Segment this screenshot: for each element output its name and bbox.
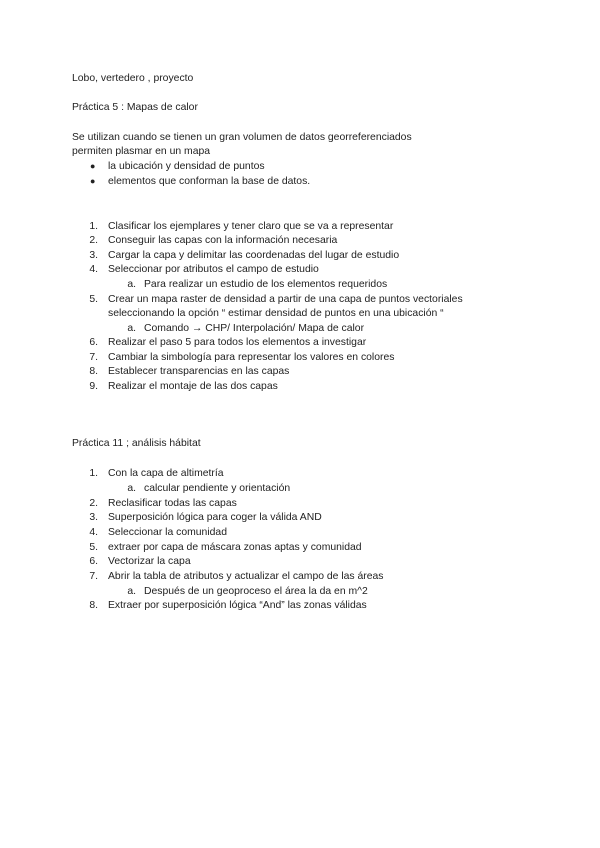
section1-title: Práctica 5 : Mapas de calor [72,102,198,113]
step-number: 8. [89,366,98,377]
step-number: 4. [89,527,98,538]
bullet-item: elementos que conforman la base de datos. [108,176,311,187]
step-number: 3. [89,250,98,261]
step-text: Establecer transparencias en las capas [108,366,290,377]
step-number: 2. [89,498,98,509]
step-text: Con la capa de altimetría [108,468,224,479]
step-number: 8. [89,600,98,611]
substep-text: Para realizar un estudio de los elementos requeridos [144,279,388,290]
step-text: Superposición lógica para coger la válida AND [108,512,322,523]
step-number: 1. [89,221,98,232]
step-text: Realizar el montaje de las dos capas [108,381,278,392]
step-number: 6. [89,556,98,567]
step-text: Reclasificar todas las capas [108,498,237,509]
section1-intro-line2: permiten plasmar en un mapa [72,146,211,157]
step-number: 1. [89,468,98,479]
step-text: Cargar la capa y delimitar las coordenadas del lugar de estudio [108,250,400,261]
step-text: Vectorizar la capa [108,556,191,567]
step-text: Extraer por superposición lógica “And” las zonas válidas [108,600,367,611]
step-text-continuation: seleccionando la opción “ estimar densidad de puntos en una ubicación “ [108,308,444,319]
step-number: 5. [89,542,98,553]
bullet-icon: ● [90,161,96,171]
substep-text: calcular pendiente y orientación [144,483,291,494]
substep-letter: a. [127,483,136,494]
step-text: Seleccionar por atributos el campo de estudio [108,264,319,275]
step-text: Abrir la tabla de atributos y actualizar el campo de las áreas [108,571,384,582]
step-text: Conseguir las capas con la información necesaria [108,235,338,246]
step-number: 6. [89,337,98,348]
section1-intro-line1: Se utilizan cuando se tienen un gran volumen de datos georreferenciados [72,132,412,143]
bullet-item: la ubicación y densidad de puntos [108,161,265,172]
step-number: 9. [89,381,98,392]
step-number: 3. [89,512,98,523]
substep-letter: a. [127,586,136,597]
header-line: Lobo, vertedero , proyecto [72,73,194,84]
substep-letter: a. [127,323,136,334]
bullet-icon: ● [90,176,96,186]
section2-title: Práctica 11 ; análisis hábitat [72,438,201,449]
substep-text: Después de un geoproceso el área la da en m^2 [144,586,368,597]
step-number: 7. [89,352,98,363]
substep-letter: a. [127,279,136,290]
step-text: Realizar el paso 5 para todos los elementos a investigar [108,337,367,348]
step-number: 4. [89,264,98,275]
step-number: 7. [89,571,98,582]
step-number: 2. [89,235,98,246]
step-text: Crear un mapa raster de densidad a partir de una capa de puntos vectoriales [108,294,463,305]
step-text: extraer por capa de máscara zonas aptas y comunidad [108,542,362,553]
substep-text: Comando → CHP/ Interpolación/ Mapa de calor [144,323,365,334]
step-text: Clasificar los ejemplares y tener claro que se va a representar [108,221,394,232]
step-number: 5. [89,294,98,305]
step-text: Cambiar la simbología para representar los valores en colores [108,352,395,363]
step-text: Seleccionar la comunidad [108,527,227,538]
